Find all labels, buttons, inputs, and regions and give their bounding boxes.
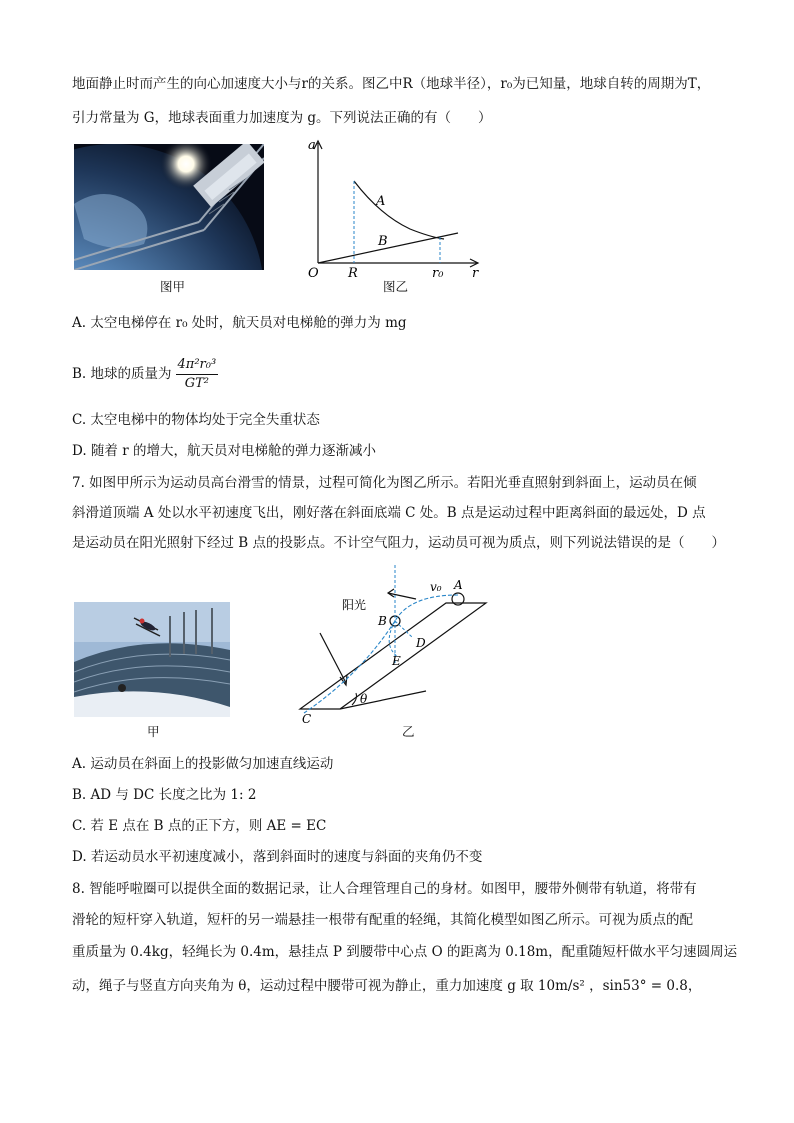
q7-fig-right-caption: 乙 (402, 724, 415, 739)
q6-option-d: D. 随着 r 的增大，航天员对电梯舱的弹力逐渐减小 (72, 443, 376, 459)
graph-line-B: B (378, 234, 388, 249)
angle-theta-label: θ (360, 692, 368, 706)
point-C-label: C (302, 712, 312, 725)
point-E-label: E (392, 654, 401, 668)
graph-origin: O (308, 266, 319, 280)
point-B-label: B (378, 614, 387, 628)
point-A-label: A (454, 578, 463, 592)
q8-stem-line-3: 重质量为 0.4kg，轻绳长为 0.4m，悬挂点 P 到腰带中心点 O 的距离为 0.18m，配重随短杆做水平匀速圆周运 (72, 944, 738, 960)
q6-option-b-prefix: B. 地球的质量为 (72, 366, 172, 382)
q6-fig-left-caption: 图甲 (160, 279, 186, 294)
sunlight-label: 阳光 (342, 598, 367, 612)
q7-stem-line-1: 7. 如图甲所示为运动员高台滑雪的情景，过程可简化为图乙所示。若阳光垂直照射到斜面上，运动员在倾 (72, 475, 697, 491)
q7-option-a: A. 运动员在斜面上的投影做匀加速直线运动 (72, 756, 334, 772)
q8-stem-line-2: 滑轮的短杆穿入轨道，短杆的另一端悬挂一根带有配重的轻绳，其简化模型如图乙所示。可视为质点的配 (72, 912, 693, 928)
q6-stem-line-1: 地面静止时而产生的向心加速度大小与r的关系。图乙中R（地球半径），r₀为已知量，地球自转的周期为T， (72, 76, 711, 92)
q6-option-a: A. 太空电梯停在 r₀ 处时，航天员对电梯舱的弹力为 mg (72, 315, 407, 331)
q7-stem-line-2: 斜滑道顶端 A 处以水平初速度飞出，刚好落在斜面底端 C 处。B 点是运动过程中距离斜面的最远处，D 点 (72, 505, 706, 521)
space-elevator-photo (74, 144, 264, 270)
graph-curve-A: A (376, 194, 386, 209)
q6-option-c: C. 太空电梯中的物体均处于完全失重状态 (72, 412, 320, 428)
fraction-numerator: 4π²r₀³ (176, 356, 219, 375)
q8-stem-line-4: 动，绳子与竖直方向夹角为 θ，运动过程中腰带可视为静止，重力加速度 g 取 10m/s² ，sin53° = 0.8， (72, 978, 702, 994)
v0-label: v₀ (430, 580, 442, 594)
q7-fig-left-caption: 甲 (147, 724, 160, 739)
q8-stem-line-1: 8. 智能呼啦圈可以提供全面的数据记录，让人合理管理自己的身材。如图甲，腰带外侧带有轨道，将带有 (72, 881, 697, 897)
graph-R-label: R (348, 266, 358, 280)
graph-axis-r: r (472, 266, 479, 280)
q6-stem-line-2: 引力常量为 G，地球表面重力加速度为 g。下列说法正确的有（ ） (72, 110, 492, 126)
graph-r0-label: r₀ (432, 266, 444, 280)
earth-mass-fraction (176, 356, 219, 393)
ski-jump-photo (74, 602, 230, 717)
ski-incline-diagram (290, 565, 500, 725)
q6-option-b (72, 354, 218, 394)
q7-option-c: C. 若 E 点在 B 点的正下方，则 AE = EC (72, 818, 327, 834)
q7-option-b: B. AD 与 DC 长度之比为 1: 2 (72, 787, 257, 803)
fraction-denominator: GT² (184, 376, 209, 391)
q6-fig-right-caption: 图乙 (383, 279, 409, 294)
point-D-label: D (416, 636, 426, 650)
graph-axis-a: a (308, 138, 316, 153)
q7-option-d: D. 若运动员水平初速度减小，落到斜面时的速度与斜面的夹角仍不变 (72, 849, 483, 865)
q7-stem-line-3: 是运动员在阳光照射下经过 B 点的投影点。不计空气阻力，运动员可视为质点，则下列说法错误的是（ ） (72, 535, 726, 551)
acceleration-radius-graph (300, 135, 490, 280)
